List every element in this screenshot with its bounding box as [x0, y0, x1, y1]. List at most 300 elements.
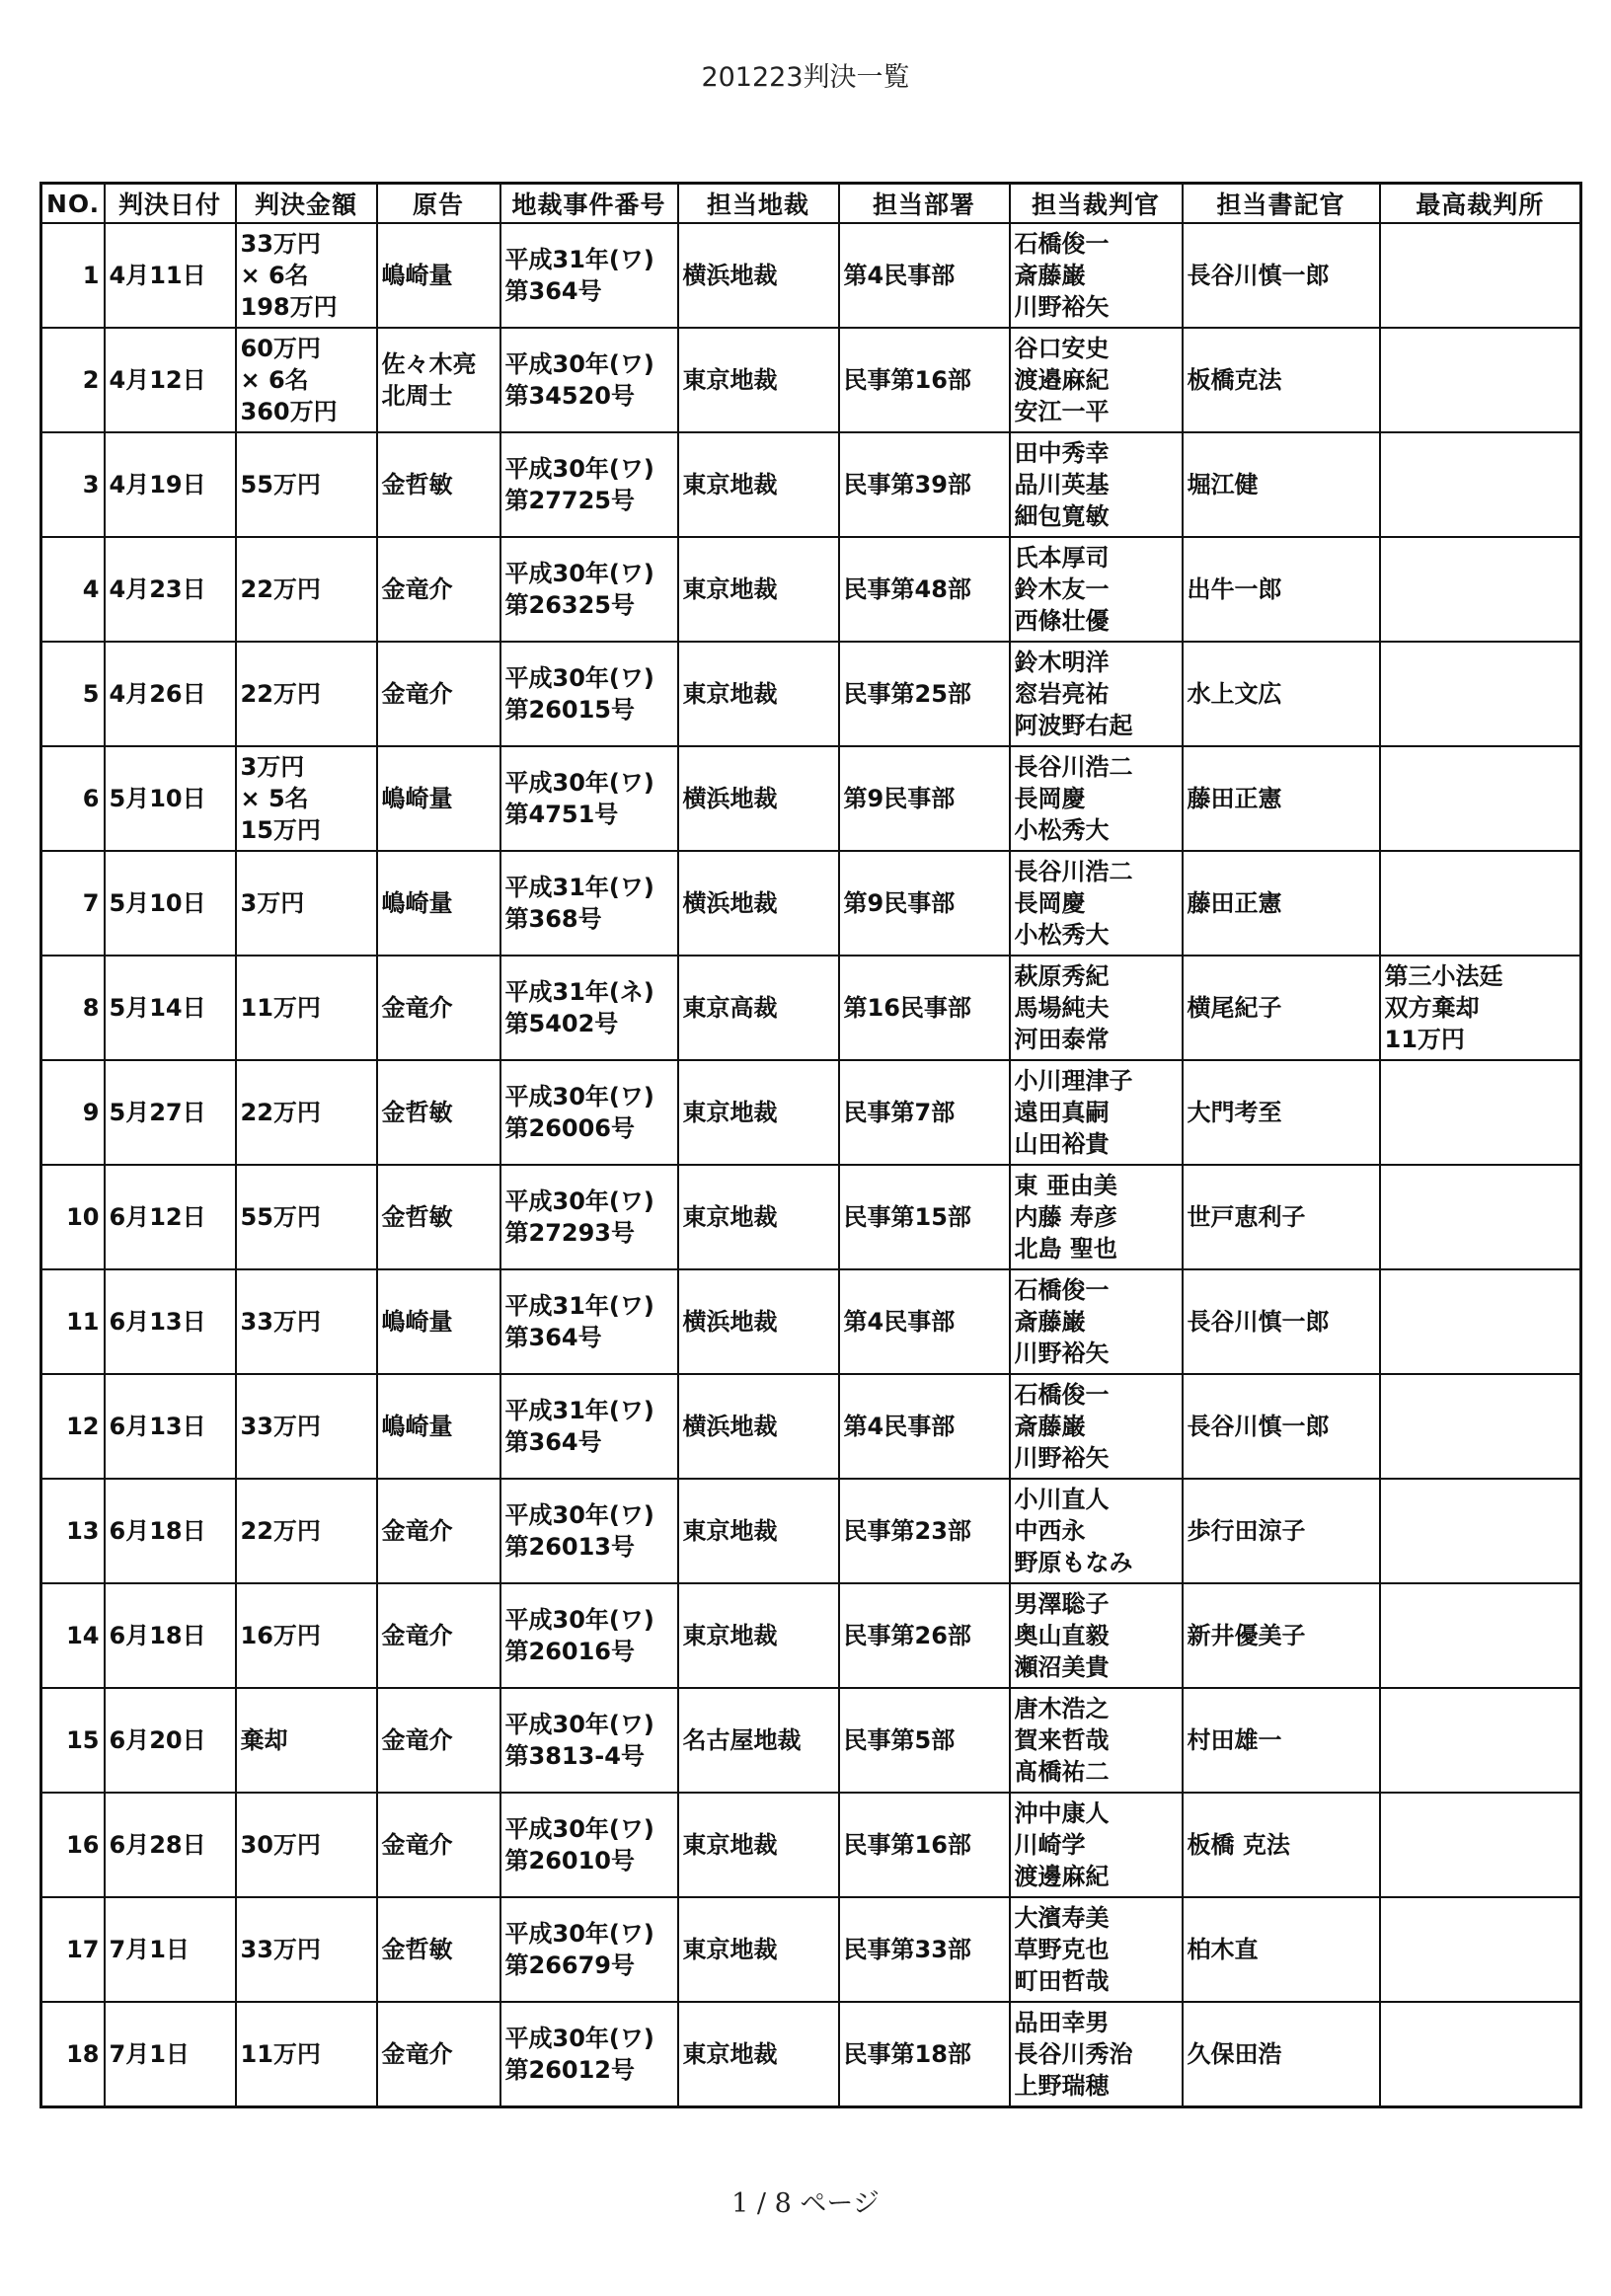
cell-date: [105, 328, 236, 432]
cell-amount-text: 11万円: [240, 994, 321, 1022]
cell-division: [839, 956, 1010, 1060]
table-row: [41, 642, 1581, 746]
cell-clerk-text: 水上文広: [1187, 680, 1282, 708]
cell-plaintiff-text: 金竜介: [381, 1517, 453, 1545]
cell-division: [839, 1060, 1010, 1165]
cell-plaintiff-text: 嶋崎量: [381, 1413, 453, 1440]
cell-court: [678, 1793, 839, 1897]
cell-plaintiff-text: 金竜介: [381, 1831, 453, 1859]
cell-case-no-text: 平成30年(ワ) 第34520号: [504, 350, 654, 410]
cell-amount: [236, 1897, 377, 2002]
cell-case-no: [500, 537, 678, 642]
cell-clerk-text: 世戸恵利子: [1187, 1203, 1306, 1231]
cell-judges-text: 石橋俊一 斎藤巌 川野裕矢: [1014, 1276, 1110, 1367]
cell-judges: [1010, 223, 1183, 328]
header-clerk: 担当書記官: [1183, 184, 1380, 224]
cell-court-text: 名古屋地裁: [682, 1726, 802, 1754]
cell-court-text: 東京地裁: [682, 1099, 778, 1126]
cell-division: [839, 432, 1010, 537]
cell-amount-text: 22万円: [240, 680, 321, 708]
cell-judges-text: 沖中康人 川崎学 渡邊麻紀: [1014, 1799, 1110, 1890]
cell-court-text: 東京地裁: [682, 1517, 778, 1545]
cell-case-no: [500, 851, 678, 956]
cell-division: [839, 1897, 1010, 2002]
cell-judges: [1010, 1688, 1183, 1793]
cell-amount-text: 3万円 × 5名 15万円: [240, 753, 321, 844]
cell-amount-text: 16万円: [240, 1622, 321, 1649]
cell-court: [678, 223, 839, 328]
document-title: 201223判決一覧: [701, 62, 910, 93]
cell-case-no: [500, 1060, 678, 1165]
cell-judges: [1010, 1374, 1183, 1479]
cell-division-text: 民事第16部: [843, 1831, 971, 1859]
table-row: [41, 223, 1581, 328]
cell-division: [839, 746, 1010, 851]
cell-date-text: 5月27日: [109, 1099, 206, 1126]
cell-division-text: 民事第5部: [843, 1726, 956, 1754]
cell-no: [41, 537, 105, 642]
cell-judges: [1010, 328, 1183, 432]
cell-supreme: [1380, 956, 1581, 1060]
cell-supreme: [1380, 642, 1581, 746]
cell-court: [678, 1897, 839, 2002]
cell-division: [839, 1165, 1010, 1269]
cell-case-no: [500, 746, 678, 851]
cell-division-text: 民事第33部: [843, 1936, 971, 1963]
header-amount: 判決金額: [236, 184, 377, 224]
cell-court: [678, 642, 839, 746]
cell-judges: [1010, 851, 1183, 956]
cell-no: [41, 956, 105, 1060]
cell-no: [41, 1583, 105, 1688]
cell-date-text: 6月12日: [109, 1203, 206, 1231]
cell-division: [839, 1583, 1010, 1688]
cell-division: [839, 223, 1010, 328]
cell-division-text: 民事第26部: [843, 1622, 971, 1649]
cell-clerk: [1183, 1269, 1380, 1374]
cell-amount: [236, 1060, 377, 1165]
cell-amount: [236, 328, 377, 432]
cell-judges-text: 田中秀幸 品川英基 細包寛敏: [1014, 439, 1110, 530]
cell-division-text: 第4民事部: [843, 262, 956, 289]
cell-no-text: 7: [82, 889, 100, 917]
cell-clerk-text: 長谷川慎一郎: [1187, 262, 1330, 289]
cell-plaintiff-text: 金哲敏: [381, 1203, 453, 1231]
cell-judges-text: 品田幸男 長谷川秀治 上野瑞穂: [1014, 2009, 1133, 2100]
header-no: NO.: [41, 184, 105, 224]
cell-clerk-text: 板橋 克法: [1187, 1831, 1290, 1859]
cell-division: [839, 1269, 1010, 1374]
cell-no-text: 17: [66, 1936, 100, 1963]
cell-supreme: [1380, 537, 1581, 642]
cell-date: [105, 1374, 236, 1479]
cell-case-no-text: 平成30年(ワ) 第26679号: [504, 1920, 654, 1979]
cell-division: [839, 328, 1010, 432]
cell-amount-text: 22万円: [240, 575, 321, 603]
cell-court: [678, 851, 839, 956]
cell-court: [678, 1374, 839, 1479]
cell-amount: [236, 1688, 377, 1793]
cell-plaintiff: [377, 746, 500, 851]
cell-supreme: [1380, 1897, 1581, 2002]
cell-case-no-text: 平成30年(ワ) 第26006号: [504, 1083, 654, 1142]
cell-plaintiff-text: 金竜介: [381, 994, 453, 1022]
cell-court: [678, 1583, 839, 1688]
cell-date-text: 6月18日: [109, 1517, 206, 1545]
cell-no: [41, 1374, 105, 1479]
cell-division: [839, 642, 1010, 746]
cell-plaintiff: [377, 1583, 500, 1688]
cell-judges: [1010, 1793, 1183, 1897]
cell-plaintiff-text: 金哲敏: [381, 1099, 453, 1126]
cell-clerk: [1183, 432, 1380, 537]
cell-supreme: [1380, 2002, 1581, 2107]
cell-court: [678, 432, 839, 537]
cell-court-text: 東京地裁: [682, 1936, 778, 1963]
table-row: [41, 1688, 1581, 1793]
cell-plaintiff: [377, 1374, 500, 1479]
cell-amount: [236, 642, 377, 746]
cell-no: [41, 1269, 105, 1374]
cell-court: [678, 746, 839, 851]
cell-division-text: 民事第23部: [843, 1517, 971, 1545]
cell-case-no-text: 平成31年(ワ) 第364号: [504, 1292, 654, 1351]
cell-amount-text: 22万円: [240, 1099, 321, 1126]
cell-plaintiff: [377, 328, 500, 432]
cell-court-text: 東京地裁: [682, 2040, 778, 2068]
cell-case-no-text: 平成30年(ワ) 第26010号: [504, 1815, 654, 1875]
cell-supreme: [1380, 1793, 1581, 1897]
cell-amount-text: 3万円: [240, 889, 305, 917]
cell-no: [41, 1479, 105, 1583]
cell-date-text: 4月19日: [109, 471, 206, 498]
cell-case-no-text: 平成31年(ワ) 第368号: [504, 874, 654, 933]
cell-date-text: 5月14日: [109, 994, 206, 1022]
cell-clerk: [1183, 2002, 1380, 2107]
cell-amount-text: 55万円: [240, 1203, 321, 1231]
cell-judges-text: 長谷川浩二 長岡慶 小松秀大: [1014, 753, 1133, 844]
cell-no: [41, 746, 105, 851]
table-row: [41, 956, 1581, 1060]
cell-case-no-text: 平成30年(ワ) 第3813-4号: [504, 1711, 654, 1770]
cell-amount-text: 33万円: [240, 1413, 321, 1440]
cell-division: [839, 2002, 1010, 2107]
cell-clerk-text: 柏木直: [1187, 1936, 1259, 1963]
cell-clerk-text: 歩行田涼子: [1187, 1517, 1306, 1545]
cell-case-no: [500, 1688, 678, 1793]
cell-amount: [236, 1479, 377, 1583]
cell-court-text: 東京地裁: [682, 1203, 778, 1231]
cell-date: [105, 537, 236, 642]
cell-court: [678, 328, 839, 432]
cell-clerk-text: 久保田浩: [1187, 2040, 1282, 2068]
table-row: [41, 1897, 1581, 2002]
cell-clerk-text: 藤田正憲: [1187, 785, 1282, 812]
cell-division-text: 民事第18部: [843, 2040, 971, 2068]
cell-case-no: [500, 223, 678, 328]
cell-supreme: [1380, 1060, 1581, 1165]
table-row: [41, 1060, 1581, 1165]
cell-no-text: 9: [82, 1099, 100, 1126]
cell-date-text: 6月18日: [109, 1622, 206, 1649]
cell-amount: [236, 1583, 377, 1688]
cell-plaintiff-text: 金哲敏: [381, 471, 453, 498]
cell-amount-text: 11万円: [240, 2040, 321, 2068]
cell-court-text: 東京地裁: [682, 471, 778, 498]
cell-case-no-text: 平成30年(ワ) 第27293号: [504, 1187, 654, 1247]
cell-no-text: 2: [82, 366, 100, 394]
cell-supreme-text: 第三小法廷 双方棄却 11万円: [1384, 962, 1503, 1053]
cell-judges-text: 東 亜由美 内藤 寿彦 北島 聖也: [1014, 1172, 1117, 1263]
cell-no: [41, 2002, 105, 2107]
cell-date: [105, 956, 236, 1060]
table-row: [41, 851, 1581, 956]
cell-case-no: [500, 1479, 678, 1583]
cell-court-text: 東京地裁: [682, 575, 778, 603]
cell-amount: [236, 432, 377, 537]
cell-amount: [236, 1374, 377, 1479]
cell-plaintiff: [377, 1269, 500, 1374]
cell-division-text: 民事第48部: [843, 575, 971, 603]
cell-amount-text: 55万円: [240, 471, 321, 498]
cell-case-no: [500, 328, 678, 432]
cell-plaintiff: [377, 956, 500, 1060]
header-row: [41, 184, 1581, 224]
cell-clerk: [1183, 1793, 1380, 1897]
cell-judges: [1010, 2002, 1183, 2107]
cell-no-text: 18: [66, 2040, 100, 2068]
cell-plaintiff-text: 嶋崎量: [381, 889, 453, 917]
cell-court-text: 横浜地裁: [682, 1413, 778, 1440]
cell-amount: [236, 851, 377, 956]
cell-date: [105, 1897, 236, 2002]
cell-clerk-text: 長谷川慎一郎: [1187, 1413, 1330, 1440]
cell-no-text: 1: [82, 262, 100, 289]
cell-no-text: 14: [66, 1622, 100, 1649]
cell-no-text: 10: [66, 1203, 100, 1231]
cell-date-text: 6月20日: [109, 1726, 206, 1754]
cell-division-text: 第9民事部: [843, 889, 956, 917]
cell-judges: [1010, 1269, 1183, 1374]
cell-no-text: 4: [82, 575, 100, 603]
cell-case-no-text: 平成30年(ワ) 第26325号: [504, 560, 654, 619]
cell-supreme: [1380, 1269, 1581, 1374]
cell-clerk: [1183, 1583, 1380, 1688]
cell-date: [105, 1165, 236, 1269]
cell-court: [678, 1479, 839, 1583]
cell-clerk-text: 横尾紀子: [1187, 994, 1282, 1022]
cell-date: [105, 1479, 236, 1583]
cell-no-text: 16: [66, 1831, 100, 1859]
cell-case-no: [500, 1165, 678, 1269]
table-row: [41, 1583, 1581, 1688]
cell-court: [678, 1269, 839, 1374]
cell-supreme: [1380, 1479, 1581, 1583]
cell-supreme: [1380, 328, 1581, 432]
cell-clerk: [1183, 1060, 1380, 1165]
cell-judges-text: 萩原秀紀 馬場純夫 河田泰常: [1014, 962, 1110, 1053]
cell-case-no: [500, 1793, 678, 1897]
cell-amount: [236, 746, 377, 851]
cell-division: [839, 1479, 1010, 1583]
cell-court-text: 東京高裁: [682, 994, 778, 1022]
cell-plaintiff-text: 金竜介: [381, 575, 453, 603]
header-judges: 担当裁判官: [1010, 184, 1183, 224]
cell-court: [678, 537, 839, 642]
cell-date-text: 7月1日: [109, 2040, 190, 2068]
cell-division-text: 第16民事部: [843, 994, 971, 1022]
cell-judges-text: 唐木浩之 賀来哲哉 髙橋祐二: [1014, 1695, 1110, 1786]
cell-date: [105, 1583, 236, 1688]
cell-no: [41, 642, 105, 746]
cell-division-text: 第9民事部: [843, 785, 956, 812]
cell-amount-text: 棄却: [240, 1726, 288, 1754]
cell-no: [41, 432, 105, 537]
cell-no: [41, 1897, 105, 2002]
cell-amount-text: 22万円: [240, 1517, 321, 1545]
cell-judges: [1010, 1060, 1183, 1165]
cell-clerk: [1183, 537, 1380, 642]
cell-plaintiff-text: 金竜介: [381, 2040, 453, 2068]
cell-judges: [1010, 956, 1183, 1060]
cell-case-no: [500, 1269, 678, 1374]
cell-amount-text: 33万円: [240, 1936, 321, 1963]
cell-supreme: [1380, 1688, 1581, 1793]
cell-case-no-text: 平成31年(ワ) 第364号: [504, 246, 654, 305]
cell-court: [678, 956, 839, 1060]
cell-plaintiff-text: 嶋崎量: [381, 262, 453, 289]
cell-no: [41, 1688, 105, 1793]
cell-plaintiff-text: 金竜介: [381, 1726, 453, 1754]
cell-date: [105, 1060, 236, 1165]
cell-no: [41, 851, 105, 956]
cell-judges: [1010, 642, 1183, 746]
cell-judges-text: 長谷川浩二 長岡慶 小松秀大: [1014, 858, 1133, 949]
cell-court-text: 横浜地裁: [682, 1308, 778, 1336]
cell-date-text: 5月10日: [109, 785, 206, 812]
cell-plaintiff-text: 金竜介: [381, 680, 453, 708]
table-row: [41, 1479, 1581, 1583]
cell-amount: [236, 537, 377, 642]
cell-clerk: [1183, 1165, 1380, 1269]
table-row: [41, 1269, 1581, 1374]
cell-case-no: [500, 432, 678, 537]
cell-case-no-text: 平成30年(ワ) 第27725号: [504, 455, 654, 514]
cell-clerk: [1183, 1479, 1380, 1583]
cell-date: [105, 1793, 236, 1897]
cell-amount: [236, 1269, 377, 1374]
cell-amount-text: 30万円: [240, 1831, 321, 1859]
cell-no: [41, 328, 105, 432]
cell-case-no: [500, 956, 678, 1060]
cell-amount: [236, 956, 377, 1060]
cell-judges-text: 石橋俊一 斎藤巌 川野裕矢: [1014, 1381, 1110, 1472]
cell-amount: [236, 1793, 377, 1897]
cell-plaintiff: [377, 2002, 500, 2107]
cell-clerk: [1183, 851, 1380, 956]
cell-judges-text: 谷口安史 渡邉麻紀 安江一平: [1014, 335, 1110, 425]
cell-judges: [1010, 1165, 1183, 1269]
table-row: [41, 328, 1581, 432]
cell-division-text: 民事第15部: [843, 1203, 971, 1231]
header-court: 担当地裁: [678, 184, 839, 224]
header-supreme: 最高裁判所: [1380, 184, 1581, 224]
cell-no-text: 8: [82, 994, 100, 1022]
cell-case-no-text: 平成31年(ワ) 第364号: [504, 1397, 654, 1456]
table-row: [41, 1793, 1581, 1897]
cell-date-text: 4月23日: [109, 575, 206, 603]
cell-date-text: 6月13日: [109, 1308, 206, 1336]
cell-division: [839, 537, 1010, 642]
cell-clerk-text: 出牛一郎: [1187, 575, 1282, 603]
cell-plaintiff-text: 佐々木亮 北周士: [381, 350, 477, 410]
cell-date: [105, 746, 236, 851]
cell-division: [839, 1688, 1010, 1793]
cell-judges: [1010, 1897, 1183, 2002]
cell-clerk-text: 藤田正憲: [1187, 889, 1282, 917]
cell-date-text: 4月11日: [109, 262, 206, 289]
cell-case-no-text: 平成30年(ワ) 第26013号: [504, 1501, 654, 1561]
cell-case-no-text: 平成30年(ワ) 第26012号: [504, 2025, 654, 2084]
cell-date: [105, 851, 236, 956]
cell-case-no: [500, 1583, 678, 1688]
cell-plaintiff: [377, 642, 500, 746]
cell-court-text: 東京地裁: [682, 1831, 778, 1859]
cell-clerk: [1183, 1897, 1380, 2002]
cell-division-text: 民事第39部: [843, 471, 971, 498]
cell-supreme: [1380, 223, 1581, 328]
cell-division-text: 民事第16部: [843, 366, 971, 394]
cell-amount-text: 33万円 × 6名 198万円: [240, 230, 338, 321]
cell-judges: [1010, 1583, 1183, 1688]
cell-date-text: 5月10日: [109, 889, 206, 917]
table-row: [41, 1374, 1581, 1479]
cell-no: [41, 1060, 105, 1165]
cell-amount: [236, 223, 377, 328]
cell-date-text: 6月13日: [109, 1413, 206, 1440]
cell-judges-text: 大濱寿美 草野克也 町田哲哉: [1014, 1904, 1110, 1995]
cell-court: [678, 1060, 839, 1165]
cell-date: [105, 1688, 236, 1793]
cell-supreme: [1380, 746, 1581, 851]
cell-no-text: 5: [82, 680, 100, 708]
cell-court: [678, 1688, 839, 1793]
cell-supreme: [1380, 1374, 1581, 1479]
cell-court-text: 東京地裁: [682, 1622, 778, 1649]
cell-clerk: [1183, 223, 1380, 328]
verdict-table-body: [41, 223, 1581, 2107]
cell-judges-text: 男澤聡子 奥山直毅 瀬沼美貴: [1014, 1590, 1110, 1681]
cell-clerk: [1183, 956, 1380, 1060]
cell-court: [678, 1165, 839, 1269]
cell-court-text: 横浜地裁: [682, 785, 778, 812]
cell-no-text: 6: [82, 785, 100, 812]
verdict-table: [39, 182, 1582, 2108]
cell-no: [41, 223, 105, 328]
cell-clerk-text: 長谷川慎一郎: [1187, 1308, 1330, 1336]
cell-plaintiff-text: 嶋崎量: [381, 1308, 453, 1336]
cell-judges-text: 小川理津子 遠田真嗣 山田裕貴: [1014, 1067, 1133, 1158]
cell-case-no-text: 平成30年(ワ) 第26016号: [504, 1606, 654, 1665]
cell-supreme: [1380, 1583, 1581, 1688]
cell-case-no: [500, 1374, 678, 1479]
cell-supreme: [1380, 1165, 1581, 1269]
cell-clerk: [1183, 328, 1380, 432]
cell-amount-text: 60万円 × 6名 360万円: [240, 335, 338, 425]
header-date: 判決日付: [105, 184, 236, 224]
cell-clerk: [1183, 642, 1380, 746]
cell-plaintiff: [377, 1479, 500, 1583]
